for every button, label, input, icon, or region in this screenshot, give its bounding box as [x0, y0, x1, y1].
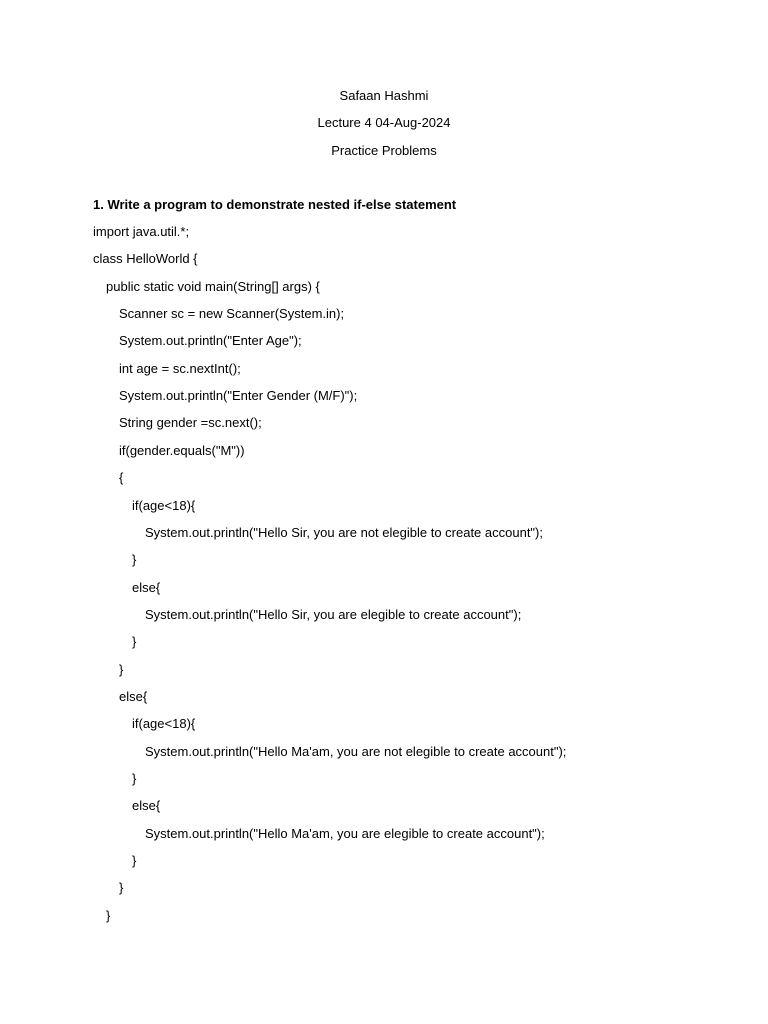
code-line: else{	[119, 689, 148, 704]
code-line: else{	[132, 580, 161, 595]
author-name: Safaan Hashmi	[339, 88, 429, 103]
lecture-date: Lecture 4 04-Aug-2024	[317, 115, 451, 130]
code-line: }	[119, 662, 124, 677]
code-line: int age = sc.nextInt();	[119, 361, 241, 376]
code-line: }	[132, 634, 137, 649]
code-line: }	[132, 771, 137, 786]
code-line: }	[132, 552, 137, 567]
code-line: System.out.println("Hello Sir, you are elegible to create account");	[145, 607, 522, 622]
question-heading: 1. Write a program to demonstrate nested if-else statement	[93, 197, 457, 212]
code-line: if(gender.equals("M"))	[119, 443, 245, 458]
code-line: Scanner sc = new Scanner(System.in);	[119, 306, 345, 321]
code-line: System.out.println("Enter Age");	[119, 333, 302, 348]
code-line: if(age<18){	[132, 498, 196, 513]
code-line: System.out.println("Enter Gender (M/F)");	[119, 388, 358, 403]
code-line: String gender =sc.next();	[119, 415, 262, 430]
code-line: else{	[132, 798, 161, 813]
code-line: System.out.println("Hello Sir, you are not elegible to create account");	[145, 525, 543, 540]
code-line: }	[119, 880, 124, 895]
code-line: System.out.println("Hello Ma'am, you are not elegible to create account");	[145, 744, 567, 759]
page-subtitle: Practice Problems	[331, 143, 437, 158]
code-line: System.out.println("Hello Ma'am, you are elegible to create account");	[145, 826, 545, 841]
code-line: import java.util.*;	[93, 224, 190, 239]
code-line: }	[132, 853, 137, 868]
code-line: public static void main(String[] args) {	[106, 279, 320, 294]
code-line: }	[106, 908, 111, 923]
code-line: if(age<18){	[132, 716, 196, 731]
code-line: {	[119, 470, 124, 485]
code-line: class HelloWorld {	[93, 251, 198, 266]
